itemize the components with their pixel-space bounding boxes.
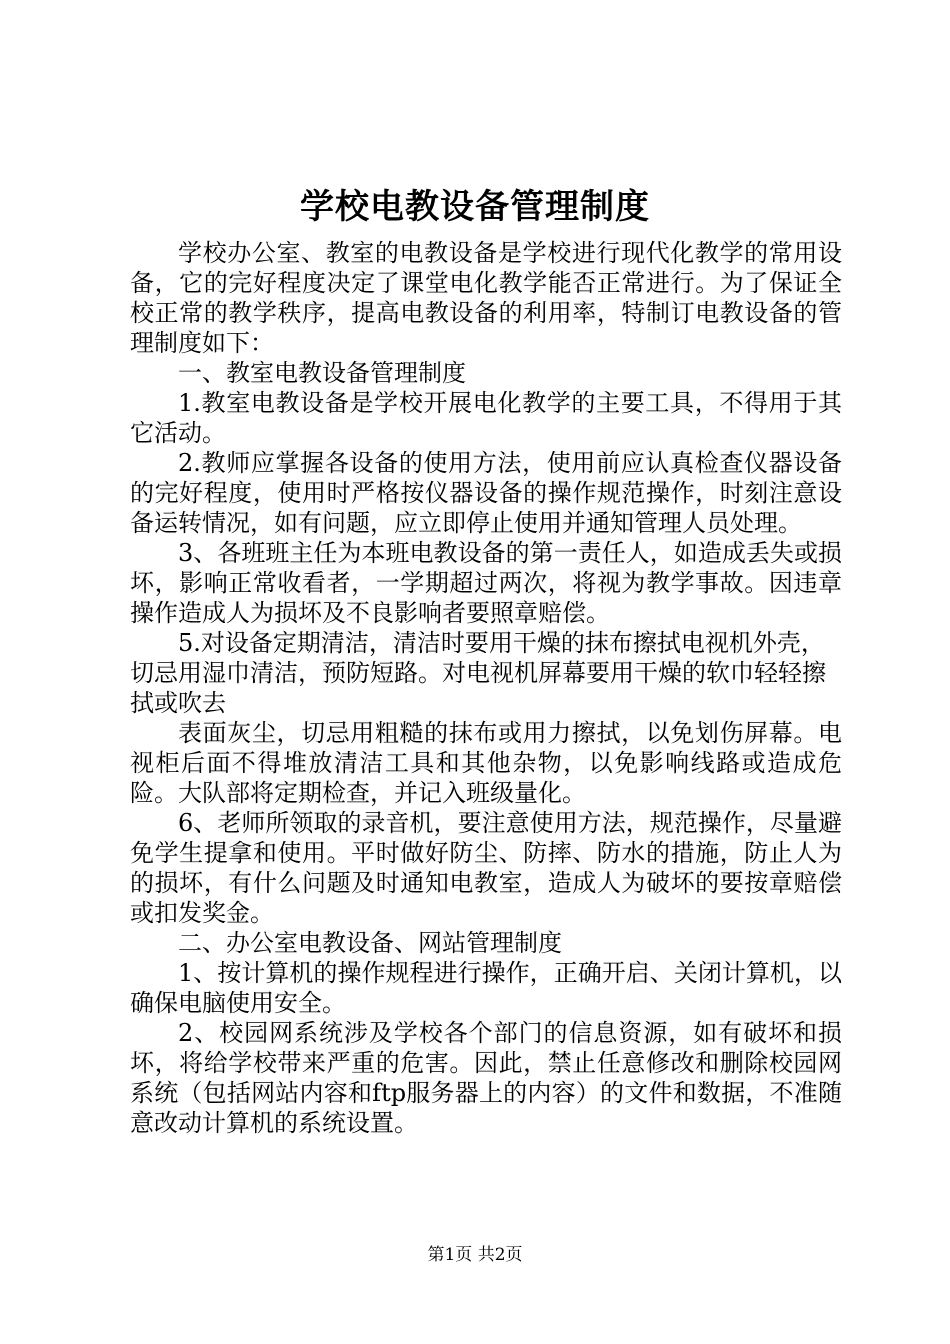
- paragraph-rule-1: 1.教室电教设备是学校开展电化教学的主要工具，不得用于其它活动。: [130, 389, 842, 447]
- paragraph-intro: 学校办公室、教室的电教设备是学校进行现代化教学的常用设备，它的完好程度决定了课堂电化教学能否正常进行。为了保证全校正常的教学秩序，提高电教设备的利用率，特制订电教设备的管理制度如下：: [130, 239, 842, 357]
- paragraph-rule-6: 6、老师所领取的录音机，要注意使用方法，规范操作，尽量避免学生提拿和使用。平时做好防尘、防摔、防水的措施，防止人为的损坏，有什么问题及时通知电教室，造成人为破坏的要按章赔偿或扣发奖金。: [130, 809, 842, 927]
- paragraph-office-rule-2: 2、校园网系统涉及学校各个部门的信息资源，如有破坏和损坏，将给学校带来严重的危害。因此，禁止任意修改和删除校园网系统（包括网站内容和ftp服务器上的内容）的文件和数据，不准随意改动计算机的系统设置。: [130, 1019, 842, 1137]
- paragraph-rule-5-continued: 表面灰尘，切忌用粗糙的抹布或用力擦拭，以免划伤屏幕。电视柜后面不得堆放清洁工具和其他杂物，以免影响线路或造成危险。大队部将定期检查，并记入班级量化。: [130, 719, 842, 807]
- document-body: [130, 238, 842, 1138]
- paragraph-rule-2: 2.教师应掌握各设备的使用方法，使用前应认真检查仪器设备的完好程度，使用时严格按仪器设备的操作规范操作，时刻注意设备运转情况，如有问题，应立即停止使用并通知管理人员处理。: [130, 449, 842, 537]
- section-heading-office: 二、办公室电教设备、网站管理制度: [178, 929, 562, 957]
- document-title: 学校电教设备管理制度: [300, 187, 650, 227]
- paragraph-rule-5: 5.对设备定期清洁，清洁时要用干燥的抹布擦拭电视机外壳，切忌用湿巾清洁，预防短路。对电视机屏幕要用干燥的软巾轻轻擦拭或吹去: [130, 629, 826, 717]
- page-number: 第1页 共2页: [427, 1245, 523, 1265]
- paragraph-office-rule-1: 1、按计算机的操作规程进行操作，正确开启、关闭计算机，以确保电脑使用安全。: [130, 959, 842, 1017]
- paragraph-rule-3: 3、各班班主任为本班电教设备的第一责任人，如造成丢失或损坏，影响正常收看者，一学期超过两次，将视为教学事故。因违章操作造成人为损坏及不良影响者要照章赔偿。: [130, 539, 842, 627]
- section-heading-classroom: 一、教室电教设备管理制度: [178, 359, 466, 387]
